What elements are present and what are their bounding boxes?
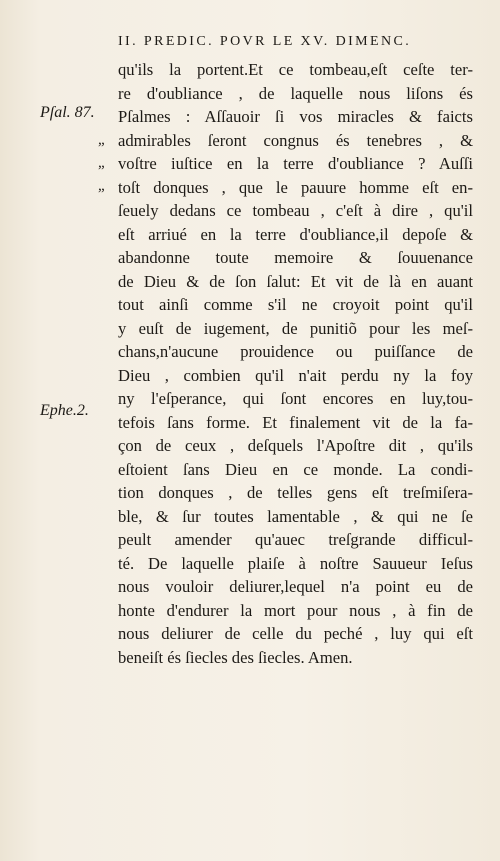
- margin-note-psalm: Pſal. 87.: [40, 104, 95, 121]
- text-line: eſtoient ſans Dieu en ce monde. La condi-: [118, 459, 473, 479]
- running-head: II. PREDIC. POVR LE XV. DIMENC.: [118, 34, 412, 49]
- text-line-last: beneiſt és ſiecles des ſiecles. Amen.: [118, 647, 353, 667]
- text-line: ſeuely dedans ce tombeau , c'eſt à dire , qu'il: [118, 201, 473, 220]
- text-line: de Dieu & de ſon ſalut: Et vit de là en auant: [118, 271, 473, 291]
- text-line: ny l'eſperance, qui ſont encores en luy,tou-: [118, 389, 473, 408]
- margin-note-ephesians: Ephe.2.: [40, 402, 89, 419]
- text-line: abandonne toute memoire & ſouuenance: [118, 248, 473, 267]
- text-line: ble, & ſur toutes lamentable , & qui ne ſe: [118, 506, 473, 526]
- text-line: re d'oubliance , de laquelle nous liſons és: [118, 83, 473, 103]
- text-line: peult amender qu'auec treſgrande difficul-: [118, 530, 473, 549]
- text-line: qu'ils la portent.Et ce tombeau,eſt ceſte ter-: [118, 60, 473, 79]
- text-line: té. De laquelle plaiſe à noſtre Sauueur Ieſus: [118, 553, 473, 573]
- text-line: tout ainſi comme s'il ne croyoit point qu'il: [118, 295, 473, 314]
- body-text: [118, 58, 473, 669]
- text-line: nous vouloir deliurer,lequel n'a point eu de: [118, 577, 473, 596]
- text-line: chans,n'aucune prouidence ou puiſſance de: [118, 342, 473, 361]
- text-line: honte d'endurer la mort pour nous , à fin de: [118, 600, 473, 620]
- quote-mark: „: [98, 132, 105, 148]
- text-line: voſtre iuſtice en la terre d'oubliance ? Auſſi: [118, 154, 473, 173]
- text-line: toſt donques , que le pauure homme eſt en-: [118, 177, 473, 197]
- text-line: admirables ſeront congnus és tenebres , &: [118, 130, 473, 150]
- quote-mark: „: [98, 155, 105, 171]
- quote-mark: „: [98, 178, 105, 194]
- text-line: nous deliurer de celle du peché , luy qui eſt: [118, 624, 473, 643]
- text-line: y euſt de iugement, de punitiõ pour les meſ-: [118, 318, 473, 338]
- text-line: tion donques , de telles gens eſt treſmiſera-: [118, 483, 473, 502]
- text-line: Pſalmes : Aſſauoir ſi vos miracles & faicts: [118, 107, 473, 126]
- text-line: eſt arriué en la terre d'oubliance,il depoſe &: [118, 224, 473, 244]
- text-line: tefois ſans forme. Et finalement vit de la fa-: [118, 412, 473, 432]
- text-line: çon de ceux , deſquels l'Apoſtre dit , qu'ils: [118, 436, 473, 455]
- text-line: Dieu , combien qu'il n'ait perdu ny la foy: [118, 365, 473, 385]
